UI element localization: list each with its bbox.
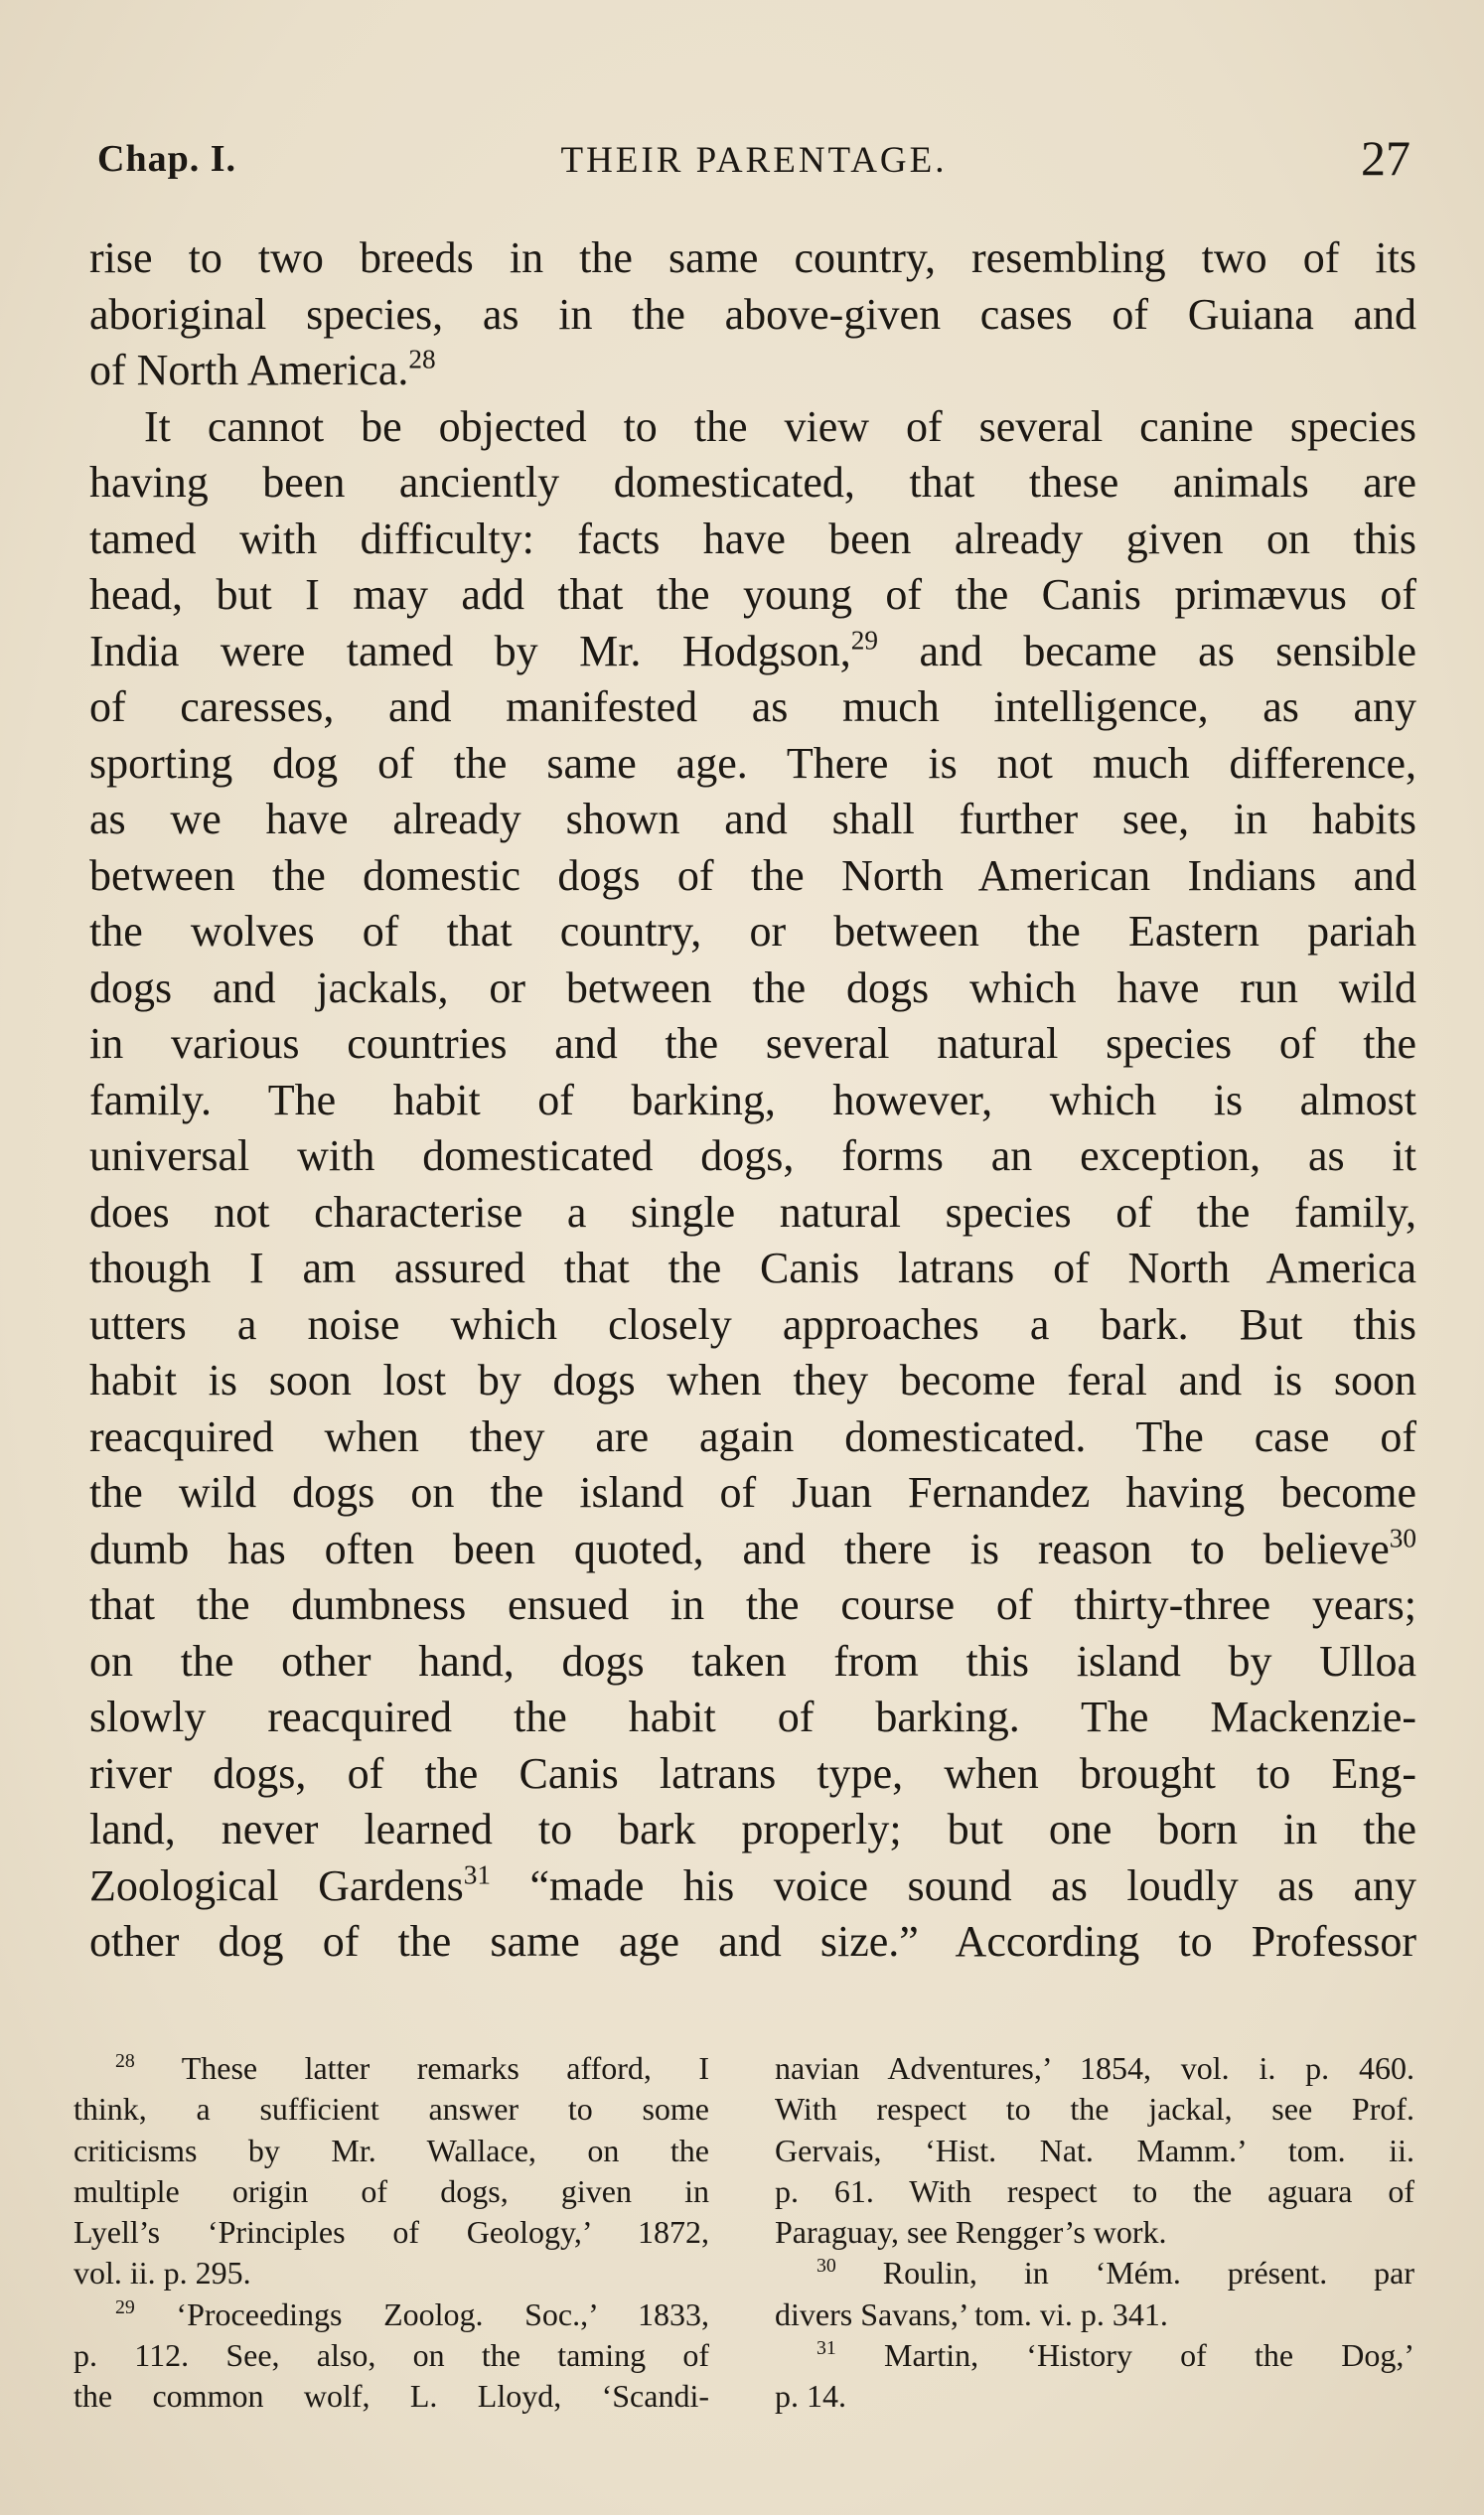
- footnote-line: [74, 2294, 709, 2335]
- body-line: [89, 1746, 1416, 1803]
- body-line: [89, 1128, 1416, 1185]
- body-line-text: on the other hand, dogs taken from this island by Ulloa: [89, 1636, 1416, 1686]
- body-line-text: utters a noise which closely approaches a bark. But this: [89, 1299, 1416, 1349]
- footnote-line-text: ‘Proceedings Zoolog. Soc.,’ 1833,: [134, 2295, 709, 2332]
- footnote-line: [775, 2253, 1414, 2293]
- footnotes-left-column: [74, 2048, 709, 2418]
- body-line: [89, 1914, 1416, 1971]
- footnote-line-text: p. 112. See, also, on the taming of: [74, 2337, 709, 2374]
- footnote-line: [775, 2048, 1414, 2089]
- body-line-text: the wolves of that country, or between the Eastern pariah: [89, 907, 1416, 956]
- body-line: [89, 1353, 1416, 1409]
- body-line-text: does not characterise a single natural species of the family,: [89, 1187, 1416, 1237]
- footnote-line: [74, 2376, 709, 2417]
- body-line-text: other dog of the same age and size.” According to Professor: [89, 1917, 1416, 1966]
- body-line-text: tamed with difficulty: facts have been already given on this: [89, 514, 1416, 563]
- body-line: [89, 1802, 1416, 1858]
- footnote-line: [775, 2089, 1414, 2130]
- footnote-line: [775, 2335, 1414, 2376]
- chapter-label: Chap. I.: [97, 138, 236, 180]
- body-line: [89, 1577, 1416, 1634]
- footnote-reference: 30: [1389, 1523, 1416, 1553]
- footnotes-right-column: [775, 2048, 1414, 2418]
- body-line-text: having been anciently domesticated, that these animals are: [89, 458, 1416, 507]
- body-line: [89, 792, 1416, 848]
- body-line-text: slowly reacquired the habit of barking. The Mackenzie-: [89, 1693, 1416, 1741]
- footnote-line-text: Lyell’s ‘Principles of Geology,’ 1872,: [74, 2214, 709, 2251]
- body-line: [89, 1690, 1416, 1746]
- footnote-line-text: Gervais, ‘Hist. Nat. Mamm.’ tom. ii.: [775, 2132, 1414, 2168]
- running-title: THEIR PARENTAGE.: [560, 140, 948, 181]
- body-line-text: It cannot be objected to the view of several canine species: [144, 401, 1416, 451]
- footnote-line: [775, 2212, 1414, 2253]
- body-line: [89, 567, 1416, 624]
- body-line-text: in various countries and the several natural species of the: [89, 1019, 1416, 1068]
- body-line: [89, 904, 1416, 961]
- body-line-continuation: “made his voice sound as loudly as any: [491, 1860, 1416, 1910]
- footnote-line: [74, 2335, 709, 2376]
- footnote-line-text: criticisms by Mr. Wallace, on the: [74, 2132, 709, 2168]
- body-line-text: of North America.: [89, 346, 409, 394]
- footnote-line: [775, 2376, 1414, 2417]
- body-line: [89, 961, 1416, 1017]
- footnote-line-text: Roulin, in ‘Mém. présent. par: [835, 2255, 1414, 2292]
- footnote-line-text: p. 14.: [775, 2378, 846, 2415]
- body-line-text: Zoological Gardens: [89, 1860, 464, 1910]
- footnote-reference: 28: [408, 344, 436, 374]
- body-line-text: habit is soon lost by dogs when they become feral and is soon: [89, 1356, 1416, 1405]
- body-line: [89, 455, 1416, 512]
- footnote-line-text: Paraguay, see Rengger’s work.: [775, 2214, 1167, 2251]
- body-line-text: between the domestic dogs of the North American Indians and: [89, 850, 1416, 900]
- body-line: [89, 1858, 1416, 1915]
- body-line-text: river dogs, of the Canis latrans type, when brought to Eng-: [89, 1748, 1416, 1798]
- body-text: [89, 230, 1416, 1971]
- body-line: [89, 848, 1416, 905]
- body-line-text: rise to two breeds in the same country, resembling two of its: [89, 233, 1416, 282]
- body-line: [89, 287, 1416, 344]
- footnote-line: [74, 2048, 709, 2089]
- body-line-continuation: and became as sensible: [878, 626, 1416, 675]
- body-line: [89, 1016, 1416, 1073]
- footnote-line: [74, 2253, 709, 2293]
- body-line: [89, 1465, 1416, 1522]
- body-line: [89, 1185, 1416, 1242]
- footnote-marker: 29: [115, 2295, 135, 2318]
- body-line: [89, 1297, 1416, 1354]
- footnote-line: [74, 2212, 709, 2253]
- body-line-text: the wild dogs on the island of Juan Fernandez having become: [89, 1468, 1416, 1517]
- footnote-marker: 30: [816, 2255, 836, 2278]
- footnote-line-text: Martin, ‘History of the Dog,’: [835, 2337, 1414, 2374]
- footnote-line-text: the common wolf, L. Lloyd, ‘Scandi-: [74, 2378, 709, 2415]
- body-line: [89, 736, 1416, 793]
- footnote-reference: 29: [850, 625, 879, 656]
- body-line-text: sporting dog of the same age. There is not much difference,: [89, 738, 1416, 788]
- body-line: [89, 343, 1416, 399]
- footnote-line: [74, 2131, 709, 2171]
- body-line: [89, 512, 1416, 568]
- body-line-text: aboriginal species, as in the above-given cases of Guiana and: [89, 289, 1416, 339]
- body-line: [89, 1073, 1416, 1129]
- footnote-marker: 31: [816, 2337, 836, 2360]
- footnote-line-text: With respect to the jackal, see Prof.: [775, 2091, 1414, 2128]
- body-line: [89, 1522, 1416, 1578]
- body-line-text: as we have already shown and shall further see, in habits: [89, 795, 1416, 843]
- body-line: [89, 1634, 1416, 1691]
- footnote-line-text: These latter remarks afford, I: [134, 2050, 709, 2086]
- body-line: [89, 1409, 1416, 1466]
- footnote-reference: 31: [463, 1859, 492, 1890]
- body-line: [89, 230, 1416, 287]
- page-header: [97, 129, 1410, 189]
- body-line: [89, 679, 1416, 736]
- body-line-text: of caresses, and manifested as much intelligence, as any: [89, 682, 1416, 731]
- footnote-line-text: think, a sufficient answer to some: [74, 2091, 709, 2128]
- body-line-text: dumb has often been quoted, and there is reason to believe: [89, 1524, 1390, 1573]
- footnote-line: [74, 2089, 709, 2130]
- footnote-marker: 28: [115, 2050, 135, 2073]
- page-number: 27: [1361, 130, 1410, 186]
- footnote-line: [74, 2171, 709, 2212]
- footnote-line-text: vol. ii. p. 295.: [74, 2255, 251, 2292]
- footnote-line-text: navian Adventures,’ 1854, vol. i. p. 460.: [775, 2050, 1414, 2086]
- body-line-text: land, never learned to bark properly; but one born in the: [89, 1805, 1416, 1853]
- footnote-line-text: divers Savans,’ tom. vi. p. 341.: [775, 2295, 1168, 2332]
- footnote-line-text: p. 61. With respect to the aguara of: [775, 2172, 1414, 2209]
- body-line-text: that the dumbness ensued in the course of thirty-three years;: [89, 1580, 1416, 1629]
- body-line: [89, 624, 1416, 680]
- body-line-text: head, but I may add that the young of the Canis primævus of: [89, 570, 1416, 619]
- body-line-text: family. The habit of barking, however, which is almost: [89, 1075, 1416, 1124]
- body-line-text: reacquired when they are again domesticated. The case of: [89, 1411, 1416, 1461]
- footnote-line-text: multiple origin of dogs, given in: [74, 2172, 709, 2209]
- footnote-line: [775, 2131, 1414, 2171]
- footnote-line: [775, 2294, 1414, 2335]
- body-line: [89, 399, 1416, 456]
- body-line-text: universal with domesticated dogs, forms an exception, as it: [89, 1131, 1416, 1180]
- body-line-text: dogs and jackals, or between the dogs which have run wild: [89, 962, 1416, 1012]
- footnote-line: [775, 2171, 1414, 2212]
- body-line: [89, 1241, 1416, 1297]
- body-line-text: India were tamed by Mr. Hodgson,: [89, 626, 851, 675]
- body-line-text: though I am assured that the Canis latrans of North America: [89, 1244, 1416, 1292]
